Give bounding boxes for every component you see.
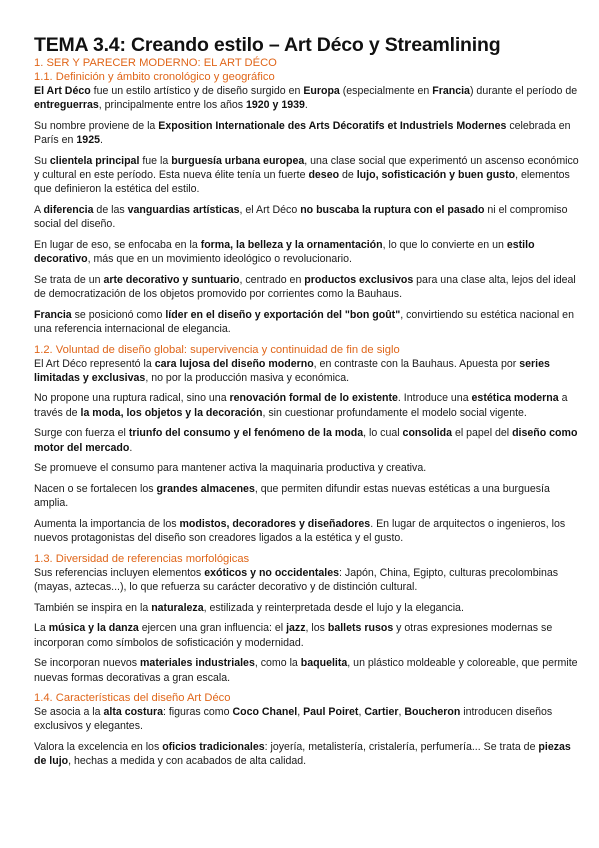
text-run: y otras expresiones modernas se incorporan como símbolos de sofisticación y modernidad.	[34, 622, 553, 649]
paragraph	[34, 203, 579, 231]
paragraph	[34, 273, 579, 301]
text-run: ,	[297, 706, 304, 719]
bold-text: no buscaba la ruptura con el pasado	[300, 203, 485, 216]
bold-text: Coco Chanel	[232, 706, 298, 719]
text-run: , no por la producción masiva y económica.	[145, 371, 350, 384]
paragraph	[34, 601, 579, 615]
bold-text: El Art Déco	[34, 85, 91, 97]
bold-text: forma, la belleza y la ornamentación	[200, 238, 383, 251]
text-run: Su nombre proviene de la	[34, 119, 159, 132]
text-run: , elementos que definieron la estética del estilo.	[34, 169, 570, 196]
text-run: En lugar de eso, se enfocaba en la	[34, 238, 201, 251]
bold-text: música y la danza	[48, 622, 139, 635]
paragraph	[34, 621, 579, 649]
text-run: , como la	[254, 657, 301, 670]
text-run: Se asocia a la	[34, 706, 104, 719]
subsection-heading-1-4: 1.4. Características del diseño Art Déco	[34, 692, 231, 705]
text-run: ,	[358, 706, 365, 719]
bold-text: 1925	[76, 134, 100, 147]
text-run: Surge con fuerza el	[34, 427, 129, 440]
text-run: Sus referencias incluyen elementos	[34, 566, 205, 579]
text-run: Aumenta la importancia de los	[34, 517, 180, 530]
paragraph	[34, 391, 579, 419]
bold-text: piezas de lujo	[34, 741, 571, 768]
bold-text: consolida	[402, 427, 452, 440]
text-run: , hechas a medida y con acabados de alta calidad.	[68, 755, 307, 768]
paragraph	[34, 238, 579, 266]
bold-text: líder en el diseño y exportación del "bon goût"	[165, 308, 401, 321]
subsection-heading-1-3: 1.3. Diversidad de referencias morfológicas	[34, 552, 250, 565]
text-run: a través de	[34, 392, 568, 419]
bold-text: clientela principal	[49, 154, 140, 167]
text-run: . Introduce una	[397, 392, 472, 405]
text-run: .	[99, 134, 103, 147]
paragraph	[34, 154, 579, 197]
bold-text: cara lujosa del diseño moderno	[154, 357, 314, 370]
subsection-heading-1-2: 1.2. Voluntad de diseño global: supervivencia y continuidad de fin de siglo	[34, 343, 400, 356]
subsection-heading-1-1: 1.1. Definición y ámbito cronológico y geográfico	[34, 71, 275, 83]
bold-text: Francia	[432, 85, 470, 97]
bold-text: Paul Poiret	[303, 706, 359, 719]
bold-text: Cartier	[364, 706, 399, 719]
page-title: TEMA 3.4: Creando estilo – Art Déco y Streamlining	[34, 34, 501, 56]
paragraph	[34, 84, 579, 112]
bold-text: la moda, los objetos y la decoración	[80, 406, 263, 419]
bold-text: arte decorativo y suntuario	[103, 273, 240, 286]
paragraph	[34, 308, 579, 336]
text-run: El Art Déco representó la	[34, 357, 155, 370]
text-run: , convirtiendo su estética nacional en una referencia internacional de elegancia.	[34, 308, 574, 335]
text-run: , el Art Déco	[239, 203, 301, 216]
bold-text: ballets rusos	[327, 622, 394, 635]
paragraph	[34, 517, 579, 545]
paragraph	[34, 656, 579, 684]
bold-text: lujo, sofisticación y buen gusto	[356, 169, 516, 182]
bold-text: Boucheron	[404, 706, 461, 719]
text-run: ,	[398, 706, 405, 719]
text-run: : figuras como	[162, 706, 233, 719]
text-run: La	[34, 622, 49, 635]
bold-text: Francia	[34, 308, 72, 321]
text-run: Su	[34, 154, 50, 167]
paragraph	[34, 482, 579, 510]
bold-text: alta costura	[103, 706, 163, 719]
bold-text: diferencia	[43, 203, 94, 216]
text-run: No propone una ruptura radical, sino una	[34, 392, 230, 405]
text-run: se posicionó como	[71, 308, 166, 321]
text-run: Nacen o se fortalecen los	[34, 482, 157, 495]
bold-text: vanguardias artísticas	[127, 203, 240, 216]
paragraph	[34, 705, 579, 733]
text-run: de	[339, 169, 357, 182]
paragraph	[34, 119, 579, 147]
text-run: , una clase social que experimentó un ascenso económico y cultural en este período. Esta nueva élite tenía un fuerte	[34, 154, 579, 182]
bold-text: diseño como motor del mercado	[34, 427, 578, 454]
text-run: ) durante el período de	[469, 85, 578, 97]
text-run: , lo que lo convierte en un	[382, 238, 507, 251]
text-run: , un plástico moldeable y coloreable, que permite nuevas formas decorativas a gran escala.	[34, 657, 578, 684]
text-run: celebrada en París en	[34, 119, 571, 147]
text-run: Se incorporan nuevos	[34, 657, 141, 670]
text-run: , principalmente entre los años	[98, 99, 246, 112]
text-run: , los	[305, 622, 328, 635]
paragraph	[34, 566, 579, 594]
paragraph	[34, 357, 579, 385]
bold-text: Europa	[303, 85, 340, 97]
text-run: el papel del	[452, 427, 513, 440]
text-run: para una clase alta, lejos del ideal de democratización de los objetos promovido por corrientes como la Bauhaus.	[34, 273, 576, 300]
text-run: También se inspira en la	[34, 601, 152, 614]
bold-text: entreguerras	[34, 99, 99, 112]
bold-text: materiales industriales	[140, 657, 255, 670]
text-run: .	[129, 441, 133, 454]
paragraph	[34, 740, 579, 768]
bold-text: modistos, decoradores y diseñadores	[179, 517, 371, 530]
text-run: : Japón, China, Egipto, culturas precolombinas (mayas, aztecas...), lo que refuerza su carácter decorativo y de distinción cultural.	[34, 566, 559, 593]
bold-text: 1920 y 1939	[246, 99, 305, 112]
bold-text: naturaleza	[151, 601, 204, 614]
text-run: Se promueve el consumo para mantener activa la maquinaria productiva y creativa.	[34, 462, 427, 475]
bold-text: deseo	[308, 169, 340, 182]
bold-text: Exposition Internationale des Arts Décoratifs et Industriels Modernes	[158, 119, 507, 132]
text-run: , más que en un movimiento ideológico o revolucionario.	[87, 253, 352, 266]
text-run: .	[304, 99, 308, 112]
text-run: de las	[93, 203, 128, 216]
text-run: , centrado en	[239, 273, 305, 286]
text-run: , estilizada y reinterpretada desde el lujo y la elegancia.	[203, 601, 464, 614]
bold-text: grandes almacenes	[156, 482, 255, 495]
text-run: fue la	[139, 154, 172, 167]
text-run: Se trata de un	[34, 273, 104, 286]
text-run: (especialmente en	[339, 85, 433, 97]
text-run: ni el compromiso social del diseño.	[34, 203, 568, 231]
text-run: fue un estilo artístico y de diseño surgido en	[90, 85, 304, 97]
text-run: , en contraste con la Bauhaus. Apuesta por	[313, 357, 520, 370]
text-run: ejercen una gran influencia: el	[138, 622, 287, 635]
section-heading-1: 1. SER Y PARECER MODERNO: EL ART DÉCO	[34, 57, 277, 69]
paragraph	[34, 426, 579, 454]
text-run: . En lugar de arquitectos o ingenieros, los nuevos protagonistas del diseño son creadores ligados a la estética y el gusto.	[34, 517, 566, 545]
text-run: introducen diseños exclusivos y elegantes.	[34, 706, 553, 733]
text-run: Valora la excelencia en los	[34, 741, 163, 754]
bold-text: renovación formal de lo existente	[229, 392, 398, 405]
text-run: , sin cuestionar profundamente el modelo social vigente.	[262, 406, 527, 419]
text-run: , lo cual	[363, 427, 403, 440]
bold-text: triunfo del consumo y el fenómeno de la moda	[128, 427, 364, 440]
bold-text: jazz	[286, 622, 306, 635]
bold-text: estética moderna	[471, 392, 559, 405]
paragraph	[34, 461, 579, 475]
text-run: : joyería, metalistería, cristalería, perfumería... Se trata de	[264, 741, 539, 754]
text-run: A	[34, 203, 44, 216]
bold-text: baquelita	[300, 657, 348, 670]
bold-text: oficios tradicionales	[162, 741, 265, 754]
bold-text: burguesía urbana europea	[171, 154, 305, 167]
text-run: , que permiten difundir estas nuevas estéticas a una burguesía amplia.	[34, 482, 550, 510]
bold-text: series limitadas y exclusivas	[34, 357, 550, 384]
bold-text: productos exclusivos	[304, 273, 414, 286]
bold-text: exóticos y no occidentales	[204, 566, 340, 579]
bold-text: estilo decorativo	[34, 238, 535, 266]
